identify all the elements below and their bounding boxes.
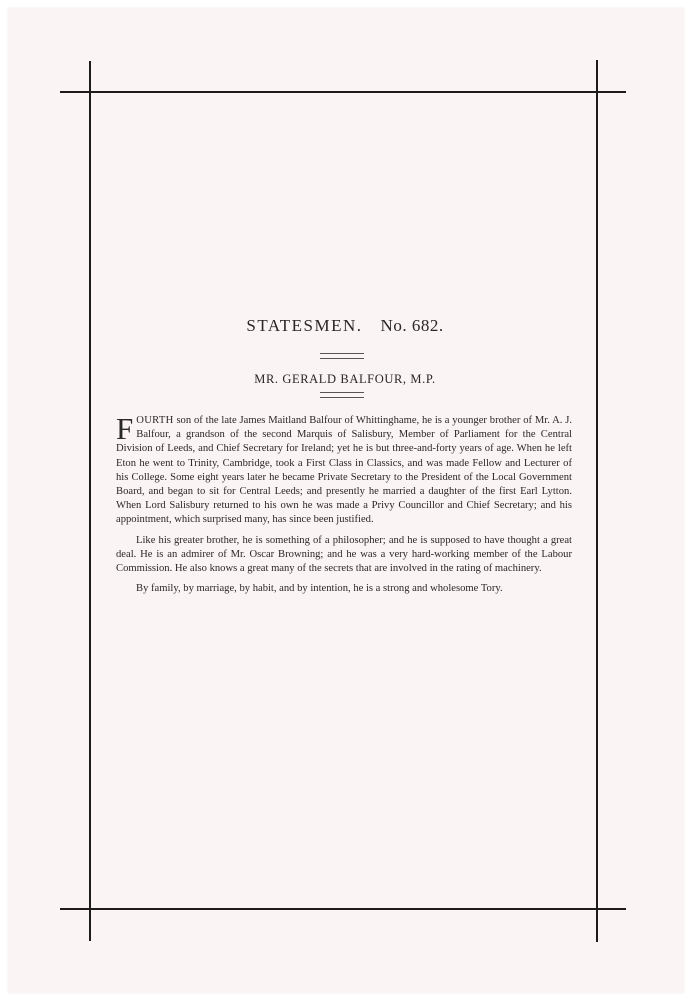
frame-left-rule	[89, 61, 91, 941]
title-divider	[320, 353, 364, 359]
frame-bottom-rule	[60, 908, 626, 910]
article-paragraph-3: By family, by marriage, by habit, and by intention, he is a strong and wholesome Tory.	[136, 583, 503, 595]
article-body	[116, 411, 572, 602]
paragraph-1-text: son of the late James Maitland Balfour of Whittinghame, he is a younger brother of Mr. A. J. Balfour, a grandson of the second Marquis of Salisbury, Member of Parliament for the Central Division of Leeds, and Chief Secretary for Ireland; yet he is but three-and-forty years of age. When he left Eton he went to Trinity, Cambridge, took a First Class in Classics, and was made Fellow and Lecturer of his College. Some eight years later he became Private Secretary to the President of the Local Government Board, and began to sit for Central Leeds; and presently he married a daughter of the first Earl Lytton. When Lord Salisbury returned to his own he was made a Privy Councillor and Chief Secretary; and his appointment, which surprised many, has since been justified.	[116, 415, 572, 526]
drop-cap: F	[116, 411, 134, 446]
frame-right-rule	[596, 60, 598, 942]
first-word-rest: OURTH	[136, 415, 174, 426]
article-paragraph-1	[116, 411, 572, 528]
page-title	[0, 316, 690, 336]
series-number: No. 682.	[380, 316, 444, 335]
subject-divider	[320, 392, 364, 398]
subject-name: MR. GERALD BALFOUR, M.P.	[254, 372, 436, 386]
frame-top-rule	[60, 91, 626, 93]
series-title: STATESMEN.	[246, 316, 363, 335]
article-paragraph-2: Like his greater brother, he is something of a philosopher; and he is supposed to have thought a great deal. He is an admirer of Mr. Oscar Browning; and he was a very hard-working member of the Labour Commission. He also knows a great many of the secrets that are involved in the rating of machinery.	[116, 534, 572, 575]
